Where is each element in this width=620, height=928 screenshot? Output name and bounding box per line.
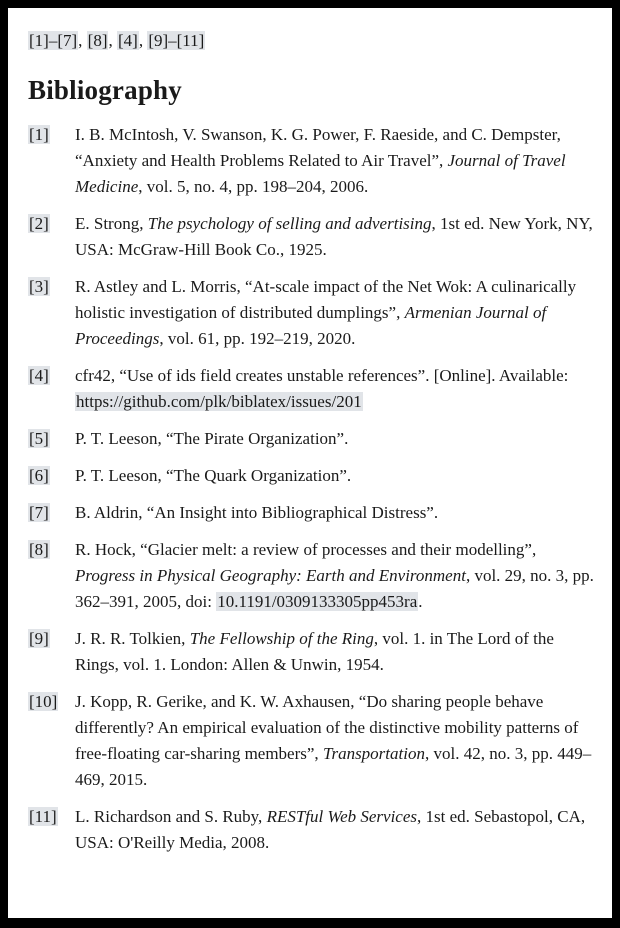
entry-label-cell	[28, 804, 75, 830]
entry-text-run: E. Strong,	[75, 214, 148, 233]
citation-link[interactable]: [1]–[7]	[29, 31, 78, 50]
entry-title-italic: The psychology of selling and advertising	[147, 214, 432, 233]
entry-label-cell	[28, 122, 75, 148]
citation-link[interactable]: [8]	[87, 31, 108, 50]
entry-label-cell	[28, 211, 75, 237]
entry-text-run: R. Astley and L. Morris, “At-scale impact of the Net Wok: A culinarically holistic investigation of distributed dumplings”,	[75, 277, 577, 322]
entry-text-run: , 1st ed. New York, NY, USA: McGraw-Hill Book Co., 1925.	[75, 214, 593, 259]
entry-label-link[interactable]: [11]	[29, 807, 57, 826]
bibliography-entry	[28, 274, 596, 352]
bibliography-entry	[28, 122, 596, 200]
entry-text	[75, 537, 596, 615]
citation-separator: ,	[138, 31, 148, 50]
bibliography-entry	[28, 500, 596, 526]
bibliography-entry	[28, 463, 596, 489]
entry-text-run: B. Aldrin, “An Insight into Bibliographical Distress”.	[75, 503, 439, 522]
entry-text	[75, 463, 596, 489]
bibliography-page	[8, 8, 612, 918]
entry-label-link[interactable]: [10]	[29, 692, 58, 711]
entry-label-link[interactable]: [7]	[29, 503, 49, 522]
entry-link[interactable]: https://github.com/plk/biblatex/issues/201	[76, 392, 362, 411]
entry-label-cell	[28, 363, 75, 389]
bibliography-entry	[28, 363, 596, 415]
citation-separator: ,	[108, 31, 117, 50]
entry-text	[75, 274, 596, 352]
entry-text-run: L. Richardson and S. Ruby,	[75, 807, 267, 826]
bibliography-entry	[28, 689, 596, 793]
entry-label-cell	[28, 500, 75, 526]
entry-text-run: , vol. 5, no. 4, pp. 198–204, 2006.	[138, 177, 369, 196]
entry-text-run: P. T. Leeson, “The Pirate Organization”.	[75, 429, 349, 448]
entry-title-italic: Progress in Physical Geography: Earth and Environment	[75, 566, 466, 585]
entry-label-link[interactable]: [9]	[29, 629, 49, 648]
entry-text-run: , vol. 61, pp. 192–219, 2020.	[159, 329, 356, 348]
entry-title-italic: RESTful Web Services	[266, 807, 418, 826]
entry-text-run: P. T. Leeson, “The Quark Organization”.	[75, 466, 352, 485]
entry-label-link[interactable]: [1]	[29, 125, 49, 144]
bibliography-entry	[28, 426, 596, 452]
entry-label-link[interactable]: [8]	[29, 540, 49, 559]
entry-label-cell	[28, 426, 75, 452]
entry-text-run: , vol. 1. in The Lord of the Rings, vol. 1. London: Allen & Unwin, 1954.	[75, 629, 554, 674]
entry-link[interactable]: 10.1191/0309133305pp453ra	[217, 592, 418, 611]
entry-text-run: J. Kopp, R. Gerike, and K. W. Axhausen, “Do sharing people behave differently? An empirical evaluation of the distinctive mobility patterns of free-floating car-sharing members”,	[75, 692, 579, 763]
entry-title-italic: The Fellowship of the Ring	[189, 629, 374, 648]
citation-link[interactable]: [9]–[11]	[148, 31, 205, 50]
entry-text	[75, 689, 596, 793]
entry-label-link[interactable]: [6]	[29, 466, 49, 485]
citation-separator: ,	[78, 31, 87, 50]
entry-text	[75, 363, 596, 415]
entry-label-link[interactable]: [4]	[29, 366, 49, 385]
entry-title-italic: Transportation	[322, 744, 425, 763]
entry-label-cell	[28, 274, 75, 300]
entry-text	[75, 211, 596, 263]
citation-line	[28, 28, 596, 54]
entry-text	[75, 626, 596, 678]
entry-label-cell	[28, 463, 75, 489]
entry-text-run: cfr42, “Use of ids field creates unstable references”. [Online]. Available:	[75, 366, 569, 385]
entry-text-run: .	[418, 592, 423, 611]
entry-text	[75, 500, 596, 526]
bibliography-list	[28, 122, 596, 856]
entry-title-italic: Armenian Journal of Proceedings	[75, 303, 547, 348]
entry-label-link[interactable]: [3]	[29, 277, 49, 296]
page-title: Bibliography	[28, 75, 182, 105]
entry-text-run: , vol. 42, no. 3, pp. 449–469, 2015.	[75, 744, 592, 789]
entry-text-run: , 1st ed. Sebastopol, CA, USA: O'Reilly Media, 2008.	[75, 807, 586, 852]
entry-text	[75, 804, 596, 856]
entry-text	[75, 426, 596, 452]
bibliography-entry	[28, 211, 596, 263]
entry-title-italic: Journal of Travel Medicine	[75, 151, 566, 196]
entry-text-run: J. R. R. Tolkien,	[75, 629, 190, 648]
entry-text-run: I. B. McIntosh, V. Swanson, K. G. Power, F. Raeside, and C. Dempster, “Anxiety and Health Problems Related to Air Travel”,	[75, 125, 561, 170]
entry-label-link[interactable]: [5]	[29, 429, 49, 448]
bibliography-entry	[28, 626, 596, 678]
entry-text-run: R. Hock, “Glacier melt: a review of processes and their modelling”,	[75, 540, 537, 559]
citation-link[interactable]: [4]	[117, 31, 138, 50]
entry-label-link[interactable]: [2]	[29, 214, 49, 233]
entry-text	[75, 122, 596, 200]
bibliography-entry	[28, 537, 596, 615]
entry-label-cell	[28, 689, 75, 715]
entry-label-cell	[28, 537, 75, 563]
entry-text-run: , vol. 29, no. 3, pp. 362–391, 2005, doi:	[75, 566, 594, 611]
bibliography-entry	[28, 804, 596, 856]
entry-label-cell	[28, 626, 75, 652]
